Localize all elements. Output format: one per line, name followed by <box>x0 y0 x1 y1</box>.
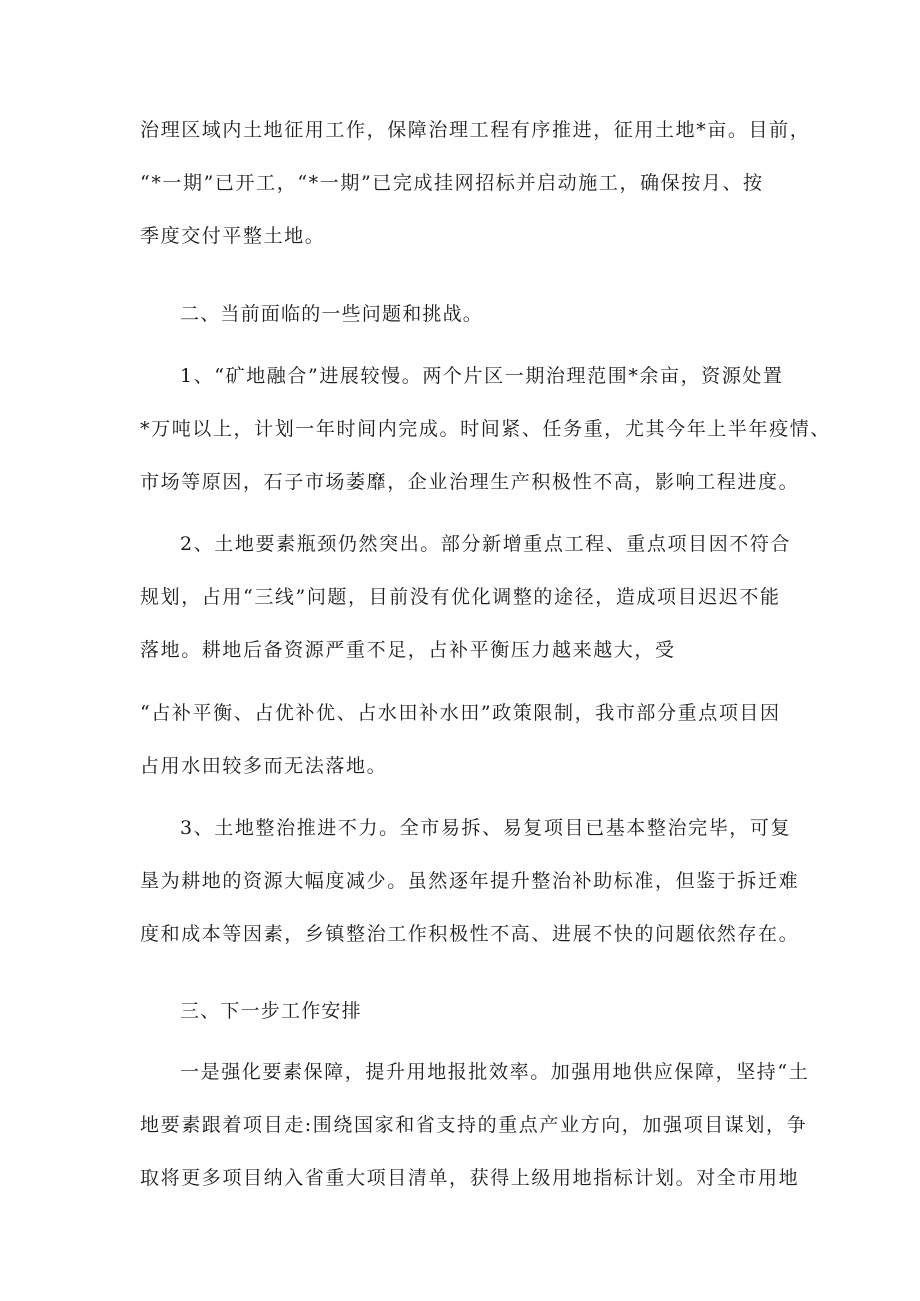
paragraph-line: 2、土地要素瓶颈仍然突出。部分新增重点工程、重点项目因不符合 <box>180 533 792 555</box>
paragraph-line: 治理区域内土地征用工作，保障治理工程有序推进，征用土地*亩。目前， <box>140 119 811 141</box>
paragraph-line: 一是强化要素保障，提升用地报批效率。加强用地供应保障，坚持“土 <box>180 1061 810 1083</box>
paragraph-line: 3、土地整治推进不力。全市易拆、易复项目已基本整治完毕，可复 <box>180 817 792 839</box>
paragraph-line: 1、“矿地融合”进展较慢。两个片区一期治理范围*余亩，资源处置 <box>180 365 784 387</box>
paragraph-line: 季度交付平整土地。 <box>140 225 326 247</box>
paragraph-line: 占用水田较多而无法落地。 <box>140 755 388 777</box>
paragraph-line: 落地。耕地后备资源严重不足，占补平衡压力越来越大，受 <box>140 639 676 661</box>
paragraph-line: “占补平衡、占优补优、占水田补水田”政策限制，我市部分重点项目因 <box>140 702 781 724</box>
paragraph-line: 垦为耕地的资源大幅度减少。虽然逐年提升整治补助标准，但鉴于拆迁难 <box>140 870 800 892</box>
paragraph-line: 度和成本等因素，乡镇整治工作积极性不高、进展不快的问题依然存在。 <box>140 923 800 945</box>
paragraph-line: 取将更多项目纳入省重大项目清单，获得上级用地指标计划。对全市用地 <box>140 1167 800 1189</box>
section-heading: 三、下一步工作安排 <box>180 1000 362 1022</box>
paragraph-line: *万吨以上，计划一年时间内完成。时间紧、任务重，尤其今年上半年疫情、 <box>140 418 831 440</box>
paragraph-line: “*一期”已开工，“*一期”已完成挂网招标并启动施工，确保按月、按 <box>140 172 764 194</box>
section-heading: 二、当前面临的一些问题和挑战。 <box>180 303 484 325</box>
paragraph-line: 规划，占用“三线”问题，目前没有优化调整的途径，造成项目迟迟不能 <box>140 586 781 608</box>
paragraph-line: 市场等原因，石子市场萎靡，企业治理生产积极性不高，影响工程进度。 <box>140 471 800 493</box>
paragraph-line: 地要素跟着项目走:围绕国家和省支持的重点产业方向，加强项目谋划，争 <box>140 1114 808 1136</box>
